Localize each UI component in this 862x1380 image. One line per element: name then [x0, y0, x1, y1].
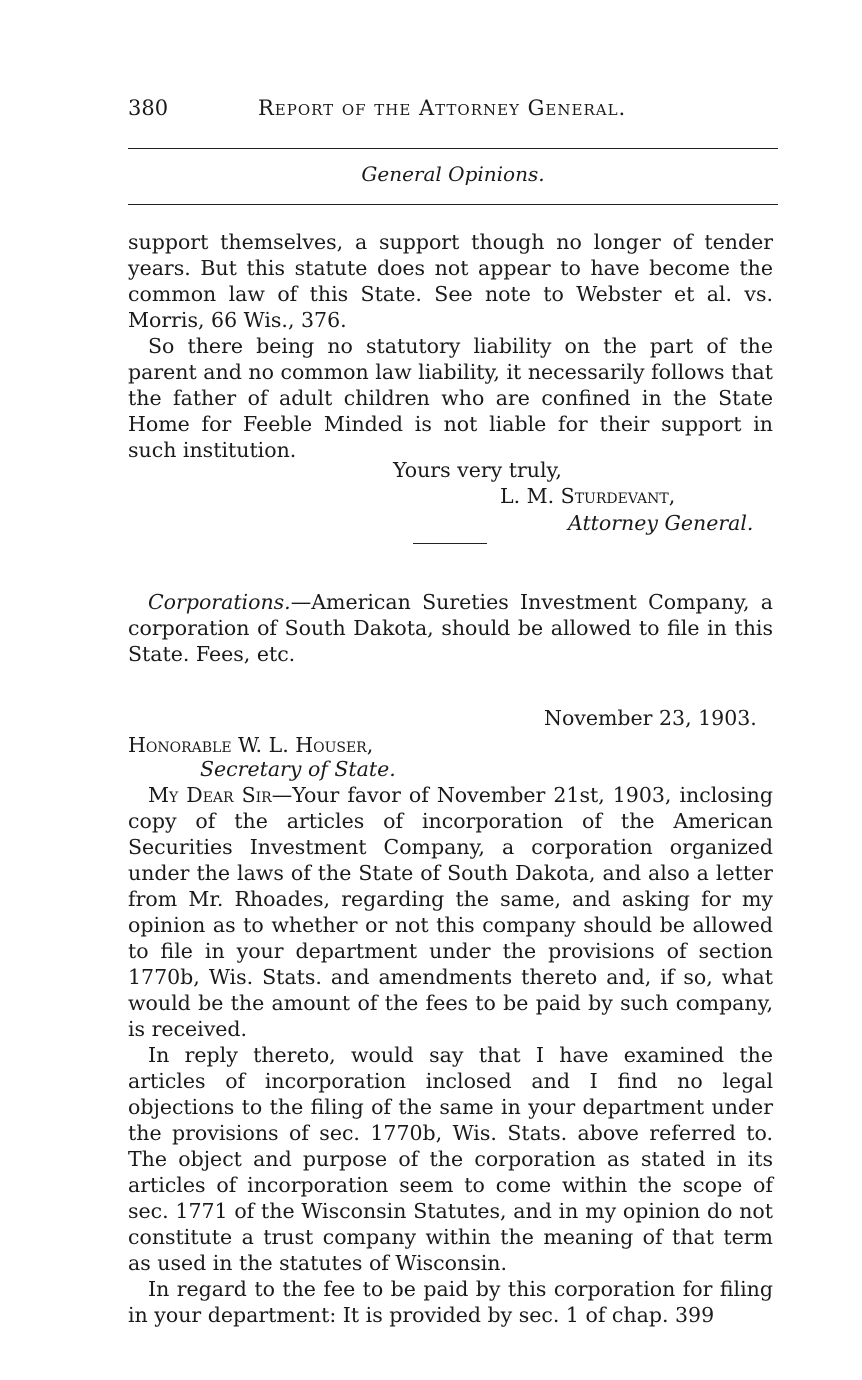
- addressee-title: Secretary of State.: [200, 757, 396, 781]
- section-heading: General Opinions.: [361, 162, 545, 186]
- opinion2-paragraph-1: [128, 782, 773, 1042]
- opinion1-paragraph-1: support themselves, a support though no longer of tender years. But this statute does not appear to have become the common law of this State. See note to Webster et al. vs. Morris, 66 Wis., 376.: [128, 230, 773, 332]
- section-divider: [413, 543, 487, 544]
- signer-name: [500, 483, 675, 509]
- closing-salutation: Yours very truly,: [393, 458, 562, 482]
- salutation: My Dear Sir: [148, 783, 272, 807]
- addressee-name: [128, 732, 373, 758]
- signer-title: Attorney General.: [568, 511, 754, 535]
- letter-date: November 23, 1903.: [544, 706, 757, 730]
- page-header: [128, 96, 778, 126]
- addressee-name-text: Honorable W. L. Houser,: [128, 733, 374, 757]
- opinion2-body: [128, 782, 773, 1328]
- opinion2-headnote: [128, 589, 773, 667]
- running-title: Report of the Attorney General.: [258, 96, 627, 120]
- signer-name-text: L. M. Sturdevant,: [500, 484, 676, 508]
- page-number: 380: [128, 96, 169, 120]
- header-rule-bottom: [128, 204, 778, 205]
- opinion2-paragraph-1-text: —Your favor of November 21st, 1903, inclosing copy of the articles of incorporation of the American Securities Investment Company, a corporation organized under the laws of the State of South Dakota, and also a letter from Mr. Rhoades, regarding the same, and asking for my opinion as to whether or not this company should be allowed to file in your department under the provisions of section 1770b, Wis. Stats. and amendments thereto and, if so, what would be the amount of the fees to be paid by such company, is received.: [128, 783, 774, 1041]
- headnote-label: Corporations.: [148, 590, 291, 614]
- header-rule-top: [128, 148, 778, 149]
- headnote-paragraph: [128, 589, 773, 667]
- opinion1-body: [128, 229, 773, 463]
- opinion2-paragraph-2: In reply thereto, would say that I have examined the articles of incorporation inclosed and I find no legal objections to the filing of the same in your department under the provisions of sec. 1770b, Wis. Stats. above referred to. The object and purpose of the corporation as stated in its articles of incorporation seem to come within the scope of sec. 1771 of the Wisconsin Statutes, and in my opinion do not constitute a trust company within the meaning of that term as used in the statutes of Wisconsin.: [128, 1043, 773, 1275]
- opinion1-paragraph-2: So there being no statutory liability on the part of the parent and no common law liability, it necessarily follows that the father of adult children who are confined in the State Home for Feeble Minded is not liable for their support in such institution.: [128, 334, 773, 462]
- headnote-text: —American Sureties Investment Company, a corporation of South Dakota, should be allowed to file in this State. Fees, etc.: [128, 590, 773, 666]
- opinion2-paragraph-3: In regard to the fee to be paid by this corporation for filing in your department: It is provided by sec. 1 of chap. 399: [128, 1277, 773, 1327]
